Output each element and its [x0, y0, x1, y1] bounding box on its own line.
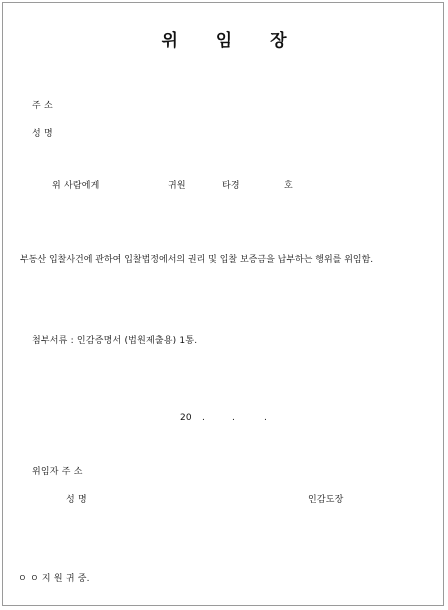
- delegation-number: 호: [284, 181, 293, 191]
- date-sep-day: .: [264, 413, 268, 423]
- delegation-lead: 위 사람에게: [52, 181, 100, 191]
- page-title: [0, 26, 448, 51]
- date-sep-month: .: [232, 413, 236, 423]
- title-char-1: 위: [161, 31, 178, 51]
- delegation-court: 귀원: [168, 181, 186, 191]
- attachment-line: 첨부서류 : 인감증명서 (법원제출용) 1통.: [32, 336, 198, 346]
- date-sep-year: .: [202, 413, 206, 423]
- title-char-3: 장: [270, 31, 287, 51]
- delegation-body-text: 부동산 입찰사건에 관하여 입찰법정에서의 권리 및 입찰 보증금을 납부하는 행위를 위임함.: [20, 255, 374, 265]
- principal-address-label: 주 소: [32, 101, 53, 111]
- date-year: 20: [180, 413, 192, 423]
- document-border: [2, 2, 444, 606]
- addressee-line: ㅇ ㅇ 지 원 귀 중.: [18, 574, 90, 584]
- delegator-name-label: 성 명: [66, 495, 87, 505]
- title-char-2: 임: [215, 31, 233, 51]
- seal-label: 인감도장: [308, 495, 344, 505]
- delegator-address-label: 위임자 주 소: [32, 467, 83, 477]
- delegation-case: 타경: [222, 181, 240, 191]
- principal-name-label: 성 명: [32, 129, 53, 139]
